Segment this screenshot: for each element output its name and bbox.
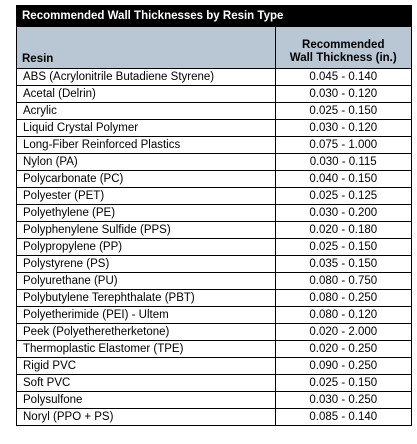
wall-thickness-cell: 0.030 - 0.120 bbox=[275, 86, 411, 103]
table-row bbox=[17, 256, 411, 273]
wall-thickness-cell: 0.080 - 0.120 bbox=[275, 307, 411, 324]
resin-name-cell: Polycarbonate (PC) bbox=[17, 171, 275, 188]
resin-name-cell: Long-Fiber Reinforced Plastics bbox=[17, 137, 275, 154]
wall-thickness-cell: 0.025 - 0.125 bbox=[275, 188, 411, 205]
wall-thickness-cell: 0.020 - 0.180 bbox=[275, 222, 411, 239]
table-row bbox=[17, 324, 411, 341]
table-row bbox=[17, 375, 411, 392]
wall-thickness-cell: 0.030 - 0.115 bbox=[275, 154, 411, 171]
resin-name-cell: Polyetherimide (PEI) - Ultem bbox=[17, 307, 275, 324]
resin-name-cell: ABS (Acrylonitrile Butadiene Styrene) bbox=[17, 69, 275, 86]
wall-thickness-cell: 0.080 - 0.250 bbox=[275, 290, 411, 307]
table-row bbox=[17, 409, 411, 426]
wall-thickness-cell: 0.045 - 0.140 bbox=[275, 69, 411, 86]
wall-thickness-cell: 0.090 - 0.250 bbox=[275, 358, 411, 375]
table-title: Recommended Wall Thicknesses by Resin Type bbox=[17, 6, 411, 27]
table-row bbox=[17, 154, 411, 171]
column-header-resin: Resin bbox=[17, 27, 275, 69]
resin-name-cell: Polybutylene Terephthalate (PBT) bbox=[17, 290, 275, 307]
table-body bbox=[17, 69, 411, 426]
resin-name-cell: Acrylic bbox=[17, 103, 275, 120]
table-row bbox=[17, 188, 411, 205]
wall-thickness-cell: 0.030 - 0.250 bbox=[275, 392, 411, 409]
wall-thickness-cell: 0.025 - 0.150 bbox=[275, 103, 411, 120]
resin-wall-thickness-table-container bbox=[16, 5, 412, 426]
resin-name-cell: Polyethylene (PE) bbox=[17, 205, 275, 222]
table-row bbox=[17, 392, 411, 409]
table-row bbox=[17, 137, 411, 154]
table-row bbox=[17, 205, 411, 222]
wall-thickness-cell: 0.035 - 0.150 bbox=[275, 256, 411, 273]
table-row bbox=[17, 222, 411, 239]
table-row bbox=[17, 69, 411, 86]
wall-thickness-cell: 0.025 - 0.150 bbox=[275, 375, 411, 392]
wall-thickness-cell: 0.040 - 0.150 bbox=[275, 171, 411, 188]
resin-name-cell: Acetal (Delrin) bbox=[17, 86, 275, 103]
table-row bbox=[17, 171, 411, 188]
header-row bbox=[17, 27, 411, 69]
resin-name-cell: Polysulfone bbox=[17, 392, 275, 409]
table-row bbox=[17, 341, 411, 358]
wall-thickness-cell: 0.080 - 0.750 bbox=[275, 273, 411, 290]
column-header-wall-thickness bbox=[275, 27, 411, 69]
table-row bbox=[17, 86, 411, 103]
table-row bbox=[17, 239, 411, 256]
resin-name-cell: Thermoplastic Elastomer (TPE) bbox=[17, 341, 275, 358]
wall-thickness-cell: 0.025 - 0.150 bbox=[275, 239, 411, 256]
column-header-wall-line1: Recommended bbox=[302, 39, 385, 51]
resin-name-cell: Liquid Crystal Polymer bbox=[17, 120, 275, 137]
resin-name-cell: Polyurethane (PU) bbox=[17, 273, 275, 290]
resin-name-cell: Polyester (PET) bbox=[17, 188, 275, 205]
table-row bbox=[17, 273, 411, 290]
resin-name-cell: Polypropylene (PP) bbox=[17, 239, 275, 256]
wall-thickness-cell: 0.030 - 0.200 bbox=[275, 205, 411, 222]
wall-thickness-cell: 0.030 - 0.120 bbox=[275, 120, 411, 137]
table-row bbox=[17, 358, 411, 375]
wall-thickness-cell: 0.020 - 2.000 bbox=[275, 324, 411, 341]
wall-thickness-cell: 0.020 - 0.250 bbox=[275, 341, 411, 358]
resin-wall-thickness-table bbox=[17, 27, 411, 425]
resin-name-cell: Peek (Polyetheretherketone) bbox=[17, 324, 275, 341]
column-header-wall-line2: Wall Thickness (in.) bbox=[289, 52, 397, 64]
table-row bbox=[17, 120, 411, 137]
resin-name-cell: Rigid PVC bbox=[17, 358, 275, 375]
wall-thickness-cell: 0.075 - 1.000 bbox=[275, 137, 411, 154]
table-row bbox=[17, 290, 411, 307]
table-row bbox=[17, 103, 411, 120]
resin-name-cell: Nylon (PA) bbox=[17, 154, 275, 171]
wall-thickness-cell: 0.085 - 0.140 bbox=[309, 411, 378, 423]
resin-name-cell: Polystyrene (PS) bbox=[17, 256, 275, 273]
resin-name-cell: Soft PVC bbox=[17, 375, 275, 392]
resin-name-cell: Polyphenylene Sulfide (PPS) bbox=[17, 222, 275, 239]
resin-name-cell: Noryl (PPO + PS) bbox=[17, 409, 275, 426]
table-row bbox=[17, 307, 411, 324]
